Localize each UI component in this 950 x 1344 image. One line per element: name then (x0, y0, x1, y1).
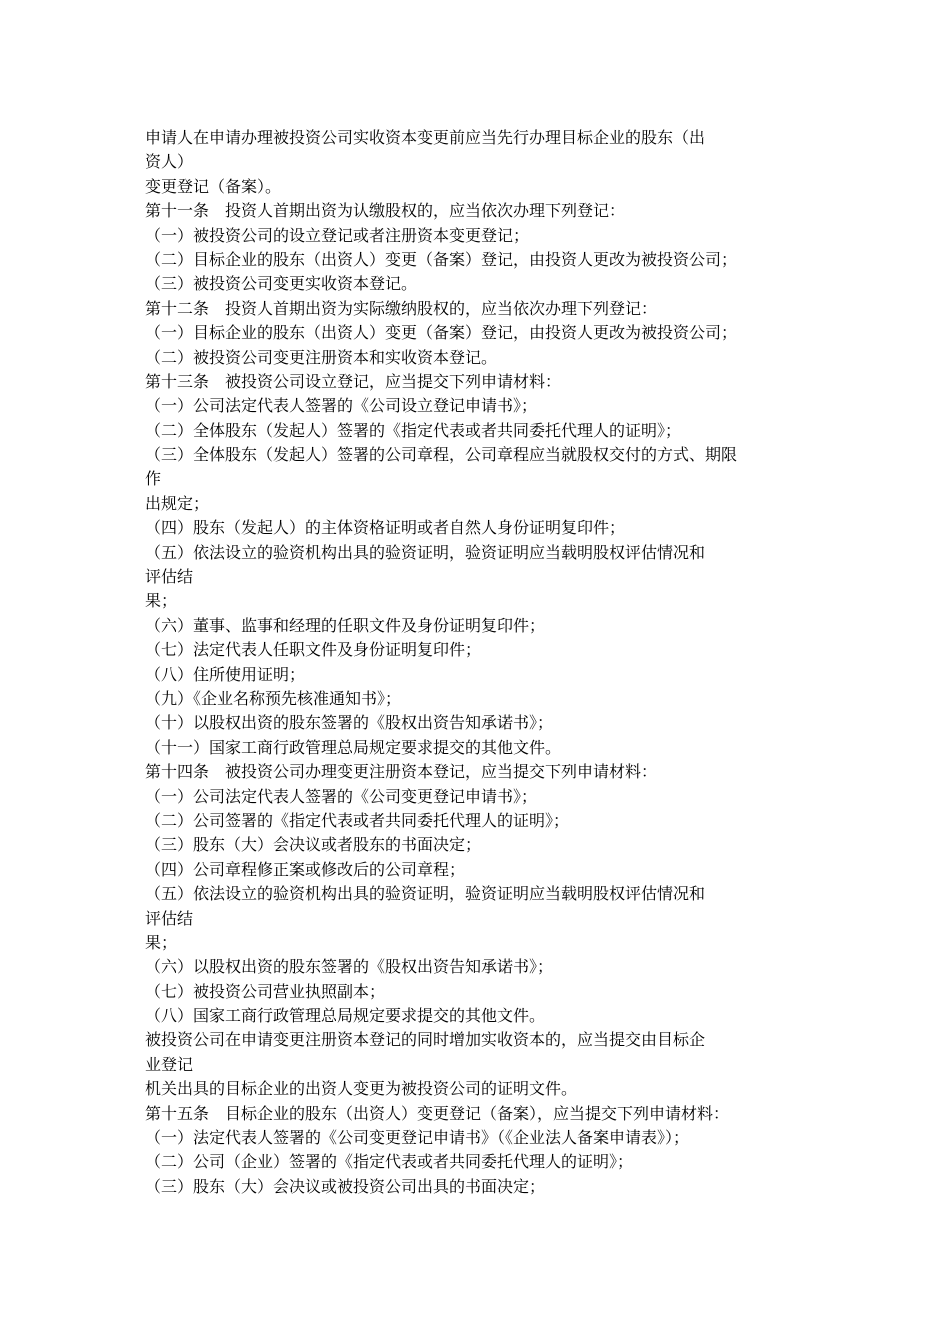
list-item: （四）股东（发起人）的主体资格证明或者自然人身份证明复印件； (145, 518, 626, 538)
list-item: （十）以股权出资的股东签署的《股权出资告知承诺书》； (145, 713, 554, 733)
article-heading-15: 第十五条 目标企业的股东（出资人）变更登记（备案），应当提交下列申请材料： (145, 1103, 730, 1123)
paragraph-line: 作 (145, 469, 162, 489)
paragraph-line: 评估结 (145, 567, 194, 587)
list-item: （二）被投资公司变更注册资本和实收资本登记。 (145, 347, 498, 367)
list-item: （三）被投资公司变更实收资本登记。 (145, 274, 418, 294)
list-item: （十一）国家工商行政管理总局规定要求提交的其他文件。 (145, 737, 562, 757)
list-item: （七）法定代表人任职文件及身份证明复印件； (145, 640, 482, 660)
article-heading-13: 第十三条 被投资公司设立登记，应当提交下列申请材料： (145, 371, 562, 391)
list-item: （九）《企业名称预先核准通知书》； (145, 688, 402, 708)
list-item: （五）依法设立的验资机构出具的验资证明，验资证明应当载明股权评估情况和 (145, 884, 706, 904)
list-item: （一）公司法定代表人签署的《公司变更登记申请书》； (145, 786, 538, 806)
article-heading-12: 第十二条 投资人首期出资为实际缴纳股权的，应当依次办理下列登记： (145, 298, 658, 318)
list-item: （八）国家工商行政管理总局规定要求提交的其他文件。 (145, 1006, 546, 1026)
list-item: （一）被投资公司的设立登记或者注册资本变更登记； (145, 225, 530, 245)
list-item: （二）目标企业的股东（出资人）变更（备案）登记，由投资人更改为被投资公司； (145, 249, 738, 269)
paragraph-line: 变更登记（备案）。 (145, 176, 282, 196)
paragraph-line: 评估结 (145, 908, 194, 928)
list-item: （八）住所使用证明； (145, 664, 306, 684)
list-item: （二）公司签署的《指定代表或者共同委托代理人的证明》； (145, 810, 570, 830)
paragraph-line: 出规定； (145, 493, 210, 513)
list-item: （三）股东（大）会决议或者股东的书面决定； (145, 835, 482, 855)
paragraph-line: 果； (145, 932, 178, 952)
list-item: （七）被投资公司营业执照副本； (145, 981, 386, 1001)
document-page (145, 126, 813, 1199)
list-item: （一）法定代表人签署的《公司变更登记申请书》（《企业法人备案申请表》）； (145, 1128, 690, 1148)
list-item: （六）以股权出资的股东签署的《股权出资告知承诺书》； (145, 957, 554, 977)
article-heading-14: 第十四条 被投资公司办理变更注册资本登记，应当提交下列申请材料： (145, 762, 658, 782)
paragraph-line: 资人） (145, 152, 194, 172)
paragraph-line: 业登记 (145, 1054, 194, 1074)
paragraph-line: 被投资公司在申请变更注册资本登记的同时增加实收资本的，应当提交由目标企 (145, 1030, 706, 1050)
list-item: （三）全体股东（发起人）签署的公司章程，公司章程应当就股权交付的方式、期限 (145, 445, 738, 465)
list-item: （三）股东（大）会决议或被投资公司出具的书面决定； (145, 1176, 546, 1196)
list-item: （六）董事、监事和经理的任职文件及身份证明复印件； (145, 615, 546, 635)
list-item: （四）公司章程修正案或修改后的公司章程； (145, 859, 466, 879)
paragraph-line: 申请人在申请办理被投资公司实收资本变更前应当先行办理目标企业的股东（出 (145, 128, 706, 147)
paragraph-line: 机关出具的目标企业的出资人变更为被投资公司的证明文件。 (145, 1079, 578, 1099)
list-item: （五）依法设立的验资机构出具的验资证明，验资证明应当载明股权评估情况和 (145, 542, 706, 562)
article-heading-11: 第十一条 投资人首期出资为认缴股权的，应当依次办理下列登记： (145, 201, 626, 221)
list-item: （二）公司（企业）签署的《指定代表或者共同委托代理人的证明》； (145, 1152, 634, 1172)
list-item: （一）目标企业的股东（出资人）变更（备案）登记，由投资人更改为被投资公司； (145, 323, 738, 343)
list-item: （二）全体股东（发起人）签署的《指定代表或者共同委托代理人的证明》； (145, 420, 682, 440)
list-item: （一）公司法定代表人签署的《公司设立登记申请书》； (145, 396, 538, 416)
paragraph-line: 果； (145, 591, 178, 611)
